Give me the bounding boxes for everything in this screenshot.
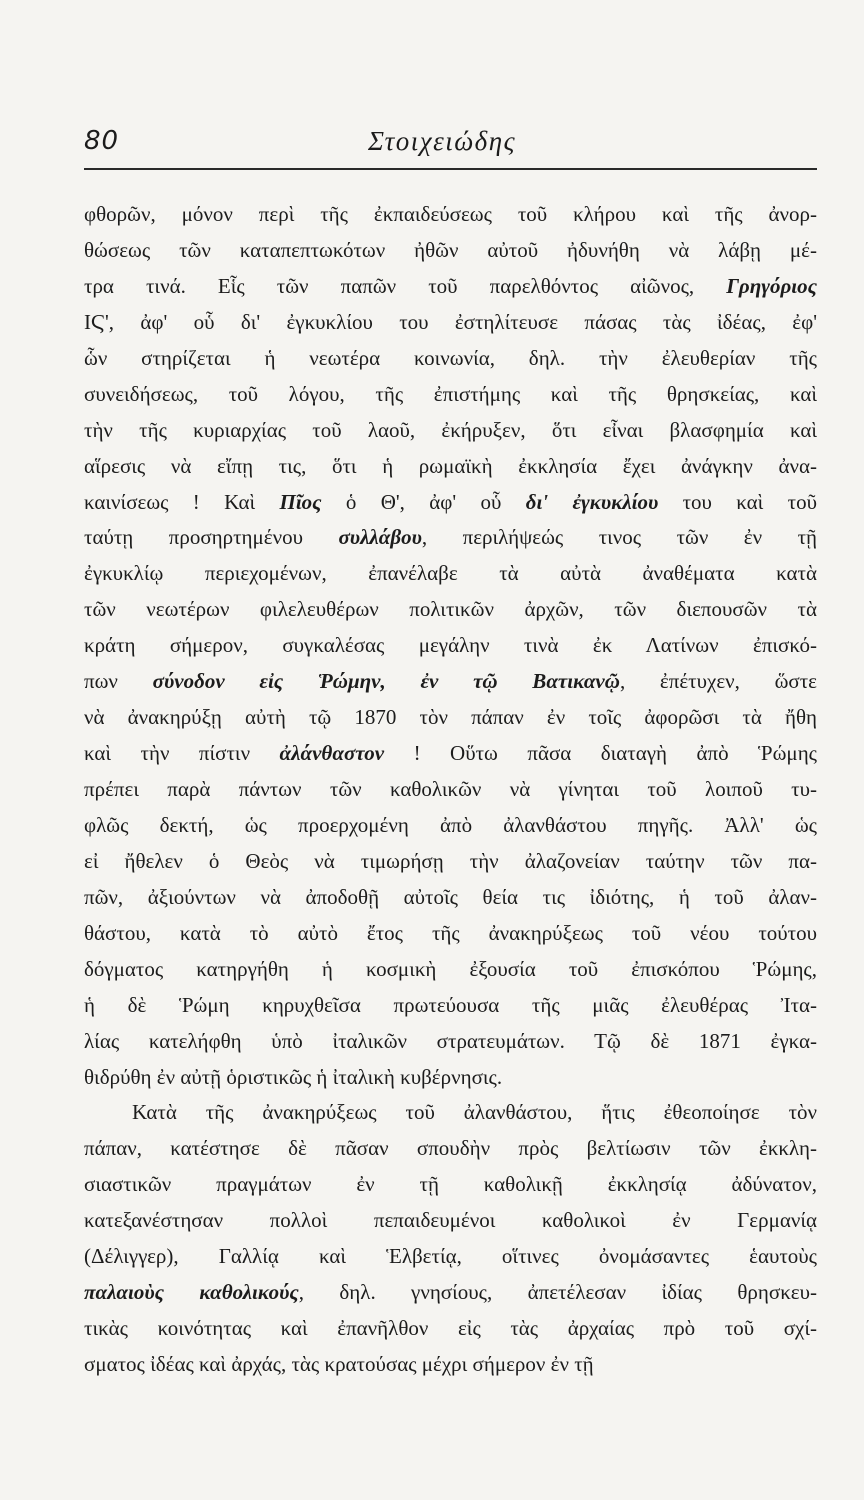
text-segment: τὴν τῆς κυριαρχίας τοῦ λαοῦ, ἐκήρυξεν, ὅτι εἶναι βλασφημία καὶ [84, 417, 817, 442]
text-line [84, 305, 817, 341]
text-line [84, 1311, 817, 1347]
running-title: Στοιχειώδης [368, 126, 517, 156]
text-line [84, 772, 817, 808]
text-line [84, 556, 817, 592]
text-line [84, 880, 817, 916]
page-header [84, 126, 816, 166]
body-text [84, 197, 817, 1383]
text-line [84, 952, 817, 988]
text-line [84, 736, 817, 772]
text-line [84, 664, 817, 700]
text-segment: εἰ ἤθελεν ὁ Θεὸς νὰ τιμωρήσῃ τὴν ἀλαζονείαν ταύτην τῶν πα- [84, 848, 817, 873]
text-segment: ! Οὕτω πᾶσα διαταγὴ ἀπὸ Ῥώμης [384, 741, 817, 766]
text-segment: (Δέλιγγερ), Γαλλίᾳ καὶ Ἑλβετίᾳ, οἵτινες ὀνομάσαντες ἑαυτοὺς [84, 1244, 817, 1269]
text-line [84, 916, 817, 952]
text-segment: καινίσεως ! Καὶ [84, 489, 280, 514]
emphasized-text: ἀλάνθαστον [279, 741, 385, 766]
text-line [84, 628, 817, 664]
header-rule [84, 168, 817, 170]
text-line [84, 413, 817, 449]
text-line [84, 520, 817, 556]
text-line [84, 449, 817, 485]
text-segment: ἐγκυκλίῳ περιεχομένων, ἐπανέλαβε τὰ αὐτὰ ἀναθέματα κατὰ [84, 561, 817, 586]
text-segment: ΙϚ', ἀφ' οὗ δι' ἐγκυκλίου του ἐστηλίτευσε πάσας τὰς ἰδέας, ἐφ' [84, 309, 817, 334]
text-line [84, 700, 817, 736]
text-segment: πων [84, 669, 153, 694]
text-line [84, 808, 817, 844]
text-segment: αἵρεσις νὰ εἴπῃ τις, ὅτι ἡ ρωμαϊκὴ ἐκκλησία ἔχει ἀνάγκην ἀνα- [84, 453, 817, 478]
emphasized-text: Γρηγόριος [726, 273, 817, 298]
text-line [84, 1275, 817, 1311]
text-line [84, 1060, 817, 1096]
text-line [84, 1203, 817, 1239]
text-segment: θώσεως τῶν καταπεπτωκότων ἠθῶν αὐτοῦ ἠδυνήθη νὰ λάβῃ μέ- [84, 237, 817, 262]
text-line [84, 485, 817, 521]
text-segment: ταύτῃ προσηρτημένου [84, 525, 339, 550]
text-line [84, 592, 817, 628]
emphasized-text: σύνοδον εἰς Ῥώμην, ἐν τῷ Βατικανῷ [152, 669, 620, 694]
text-segment: τῶν νεωτέρων φιλελευθέρων πολιτικῶν ἀρχῶν, τῶν διεπουσῶν τὰ [84, 597, 817, 622]
emphasized-text: Πῖος [279, 489, 322, 514]
text-segment: τρα τινά. Εἷς τῶν παπῶν τοῦ παρελθόντος αἰῶνος, [84, 273, 727, 298]
text-segment: κατεξανέστησαν πολλοὶ πεπαιδευμένοι καθολικοὶ ἐν Γερμανίᾳ [84, 1208, 817, 1233]
text-segment: τικὰς κοινότητας καὶ ἐπανῆλθον εἰς τὰς ἀρχαίας πρὸ τοῦ σχί- [84, 1316, 817, 1341]
text-line [84, 1131, 817, 1167]
text-line [84, 269, 817, 305]
text-segment: Κατὰ τῆς ἀνακηρύξεως τοῦ ἀλανθάστου, ἥτις ἐθεοποίησε τὸν [132, 1100, 817, 1125]
text-segment: ὁ Θ', ἀφ' οὗ [321, 489, 526, 514]
text-line [84, 1167, 817, 1203]
text-segment: , ἐπέτυχεν, ὥστε [619, 669, 817, 694]
text-line [84, 844, 817, 880]
emphasized-text: παλαιοὺς καθολικούς [84, 1280, 299, 1305]
text-segment: κράτη σήμερον, συγκαλέσας μεγάλην τινὰ ἐκ Λατίνων ἐπισκό- [84, 633, 817, 658]
text-segment: ὧν στηρίζεται ἡ νεωτέρα κοινωνία, δηλ. τὴν ἐλευθερίαν τῆς [84, 345, 817, 370]
text-segment: , δηλ. γνησίους, ἀπετέλεσαν ἰδίας θρησκευ- [298, 1280, 817, 1305]
text-segment: πῶν, ἀξιούντων νὰ ἀποδοθῇ αὐτοῖς θεία τις ἰδιότης, ἡ τοῦ ἀλαν- [84, 884, 817, 909]
text-segment: φθορῶν, μόνον περὶ τῆς ἐκπαιδεύσεως τοῦ κλήρου καὶ τῆς ἀνορ- [84, 202, 817, 226]
text-segment: ἡ δὲ Ῥώμη κηρυχθεῖσα πρωτεύουσα τῆς μιᾶς ἐλευθέρας Ἰτα- [84, 992, 817, 1017]
text-segment: πρέπει παρὰ πάντων τῶν καθολικῶν νὰ γίνηται τοῦ λοιποῦ τυ- [84, 777, 817, 801]
text-line [84, 1239, 817, 1275]
emphasized-text: συλλάβου [338, 525, 422, 550]
text-segment: δόγματος κατηργήθη ἡ κοσμικὴ ἐξουσία τοῦ ἐπισκόπου Ῥώμης, [84, 956, 817, 981]
text-segment: , περιλήψεώς τινος τῶν ἐν τῇ [421, 525, 817, 550]
text-line [84, 1347, 817, 1383]
text-line [84, 233, 817, 269]
text-segment: συνειδήσεως, τοῦ λόγου, τῆς ἐπιστήμης καὶ τῆς θρησκείας, καὶ [84, 381, 817, 406]
text-segment: φλῶς δεκτή, ὡς προερχομένη ἀπὸ ἀλανθάστου πηγῆς. Ἀλλ' ὡς [84, 812, 817, 837]
text-line [84, 988, 817, 1024]
text-line [84, 197, 817, 233]
text-line [84, 1095, 817, 1131]
page-number: 80 [84, 126, 120, 156]
emphasized-text: δι' ἐγκυκλίου [525, 489, 659, 514]
text-segment: σματος ἰδέας καὶ ἀρχάς, τὰς κρατούσας μέχρι σήμερον ἐν τῇ [84, 1352, 594, 1376]
text-line [84, 341, 817, 377]
text-segment: του καὶ τοῦ [658, 489, 817, 514]
text-segment: νὰ ἀνακηρύξῃ αὐτὴ τῷ 1870 τὸν πάπαν ἐν τοῖς ἀφορῶσι τὰ ἤθη [84, 705, 817, 730]
text-line [84, 1024, 817, 1060]
text-segment: πάπαν, κατέστησε δὲ πᾶσαν σπουδὴν πρὸς βελτίωσιν τῶν ἐκκλη- [84, 1136, 817, 1161]
text-line [84, 377, 817, 413]
text-segment: θάστου, κατὰ τὸ αὐτὸ ἔτος τῆς ἀνακηρύξεως τοῦ νέου τούτου [84, 920, 817, 945]
text-segment: λίας κατελήφθη ὑπὸ ἰταλικῶν στρατευμάτων. Τῷ δὲ 1871 ἐγκα- [84, 1028, 817, 1053]
text-segment: καὶ τὴν πίστιν [84, 741, 280, 766]
text-segment: θιδρύθη ἐν αὐτῇ ὁριστικῶς ἡ ἰταλικὴ κυβέρνησις. [84, 1064, 503, 1089]
text-segment: σιαστικῶν πραγμάτων ἐν τῇ καθολικῇ ἐκκλησίᾳ ἀδύνατον, [84, 1172, 817, 1197]
